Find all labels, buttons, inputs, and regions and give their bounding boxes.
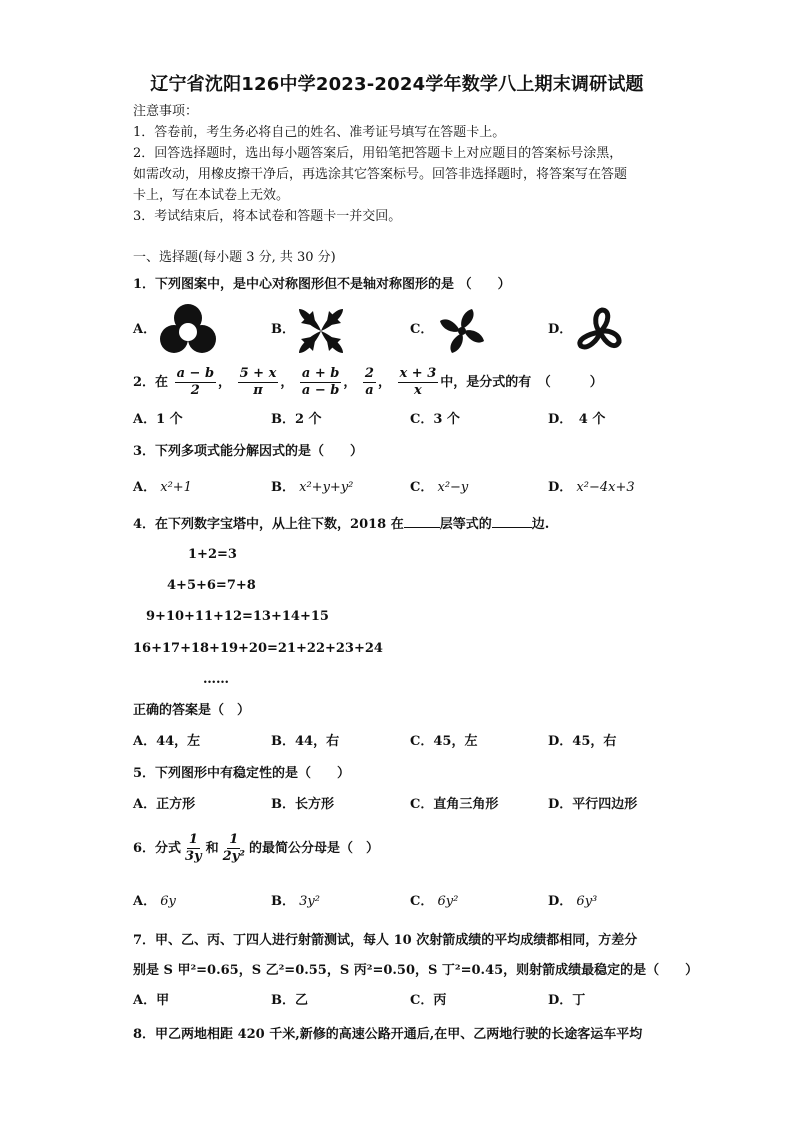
q2-frac-3: $\frac{a + b}{a - b}$ <box>301 366 340 398</box>
page-title: 辽宁省沈阳126中学2023-2024学年数学八上期末调研试题 <box>150 74 644 95</box>
q4-row-4: 16+17+18+19+20=21+22+23+24 <box>133 641 383 656</box>
q6-option-a: A． 6y <box>133 894 176 909</box>
q4-blank-2 <box>492 513 532 528</box>
note-line-5: 3．考试结束后，将本试卷和答题卡一并交回。 <box>133 209 402 224</box>
note-line-3: 如需改动，用橡皮擦干净后，再选涂其它答案标号。回答非选择题时，将答案写在答题 <box>133 167 628 182</box>
q2-frac-5: $\frac{x + 3}{x}$ <box>399 366 437 398</box>
q6-option-c: C． 6y² <box>410 894 459 909</box>
q4-option-b: B．44，右 <box>271 734 340 749</box>
q2-frac-1: $\frac{a - b}{2}$ <box>176 366 215 398</box>
q4-blank-1 <box>404 513 440 528</box>
q6-option-b: B． 3y² <box>271 894 320 909</box>
section-heading: 一、选择题(每小题 3 分, 共 30 分) <box>133 250 336 265</box>
q4-row-5: …… <box>203 672 229 687</box>
q2-frac-4: $\frac{2}{a}$ <box>364 366 374 398</box>
q3-option-a: A． x²+1 <box>133 480 192 495</box>
note-line-1: 1．答卷前，考生务必将自己的姓名、准考证号填写在答题卡上。 <box>133 125 506 140</box>
q1-option-a-label: A． <box>133 322 157 337</box>
q7-line-2: 别是 S 甲²=0.65，S 乙²=0.55，S 丙²=0.50，S 丁²=0.45，则射箭成绩最稳定的是（ ） <box>133 963 699 978</box>
notes-heading: 注意事项： <box>133 104 199 119</box>
q7-option-d: D．丁 <box>548 993 586 1008</box>
q3-option-d: D． x²−4x+3 <box>548 480 635 495</box>
q2-stem: 2．在 $\frac{a - b}{2}$ ， $\frac{5 + x}{\pi}$ ， $\frac{a + b}{a - b}$ ， $\frac{2}{a}$ ， $\frac{x + 3}{x}$ 中，是分式的有 （ ） <box>133 366 603 398</box>
q2-suffix: 中，是分式的有 （ ） <box>440 375 603 390</box>
q1-figure-c <box>436 305 488 357</box>
q1-figure-b <box>296 306 346 356</box>
q1-option-d-label: D． <box>548 322 573 337</box>
q4-row-2: 4+5+6=7+8 <box>167 578 256 593</box>
q2-frac-2: $\frac{5 + x}{\pi}$ <box>239 366 277 398</box>
q5-option-d: D．平行四边形 <box>548 797 638 812</box>
q7-option-c: C．丙 <box>410 993 447 1008</box>
q3-option-b: B． x²+y+y² <box>271 480 354 495</box>
q4-row-3: 9+10+11+12=13+14+15 <box>146 609 329 624</box>
q4-option-c: C．45，左 <box>410 734 478 749</box>
q1-option-b-label: B． <box>271 322 295 337</box>
q1-stem: 1．下列图案中，是中心对称图形但不是轴对称图形的是 （ ） <box>133 277 511 292</box>
q7-line-1: 7．甲、乙、丙、丁四人进行射箭测试，每人 10 次射箭成绩的平均成绩都相同，方差分 <box>133 933 638 948</box>
q4-answer-prompt: 正确的答案是（ ） <box>133 703 251 718</box>
q1-figure-d <box>573 303 627 357</box>
q2-prefix: 2．在 <box>133 375 169 390</box>
q6-stem: 6．分式 $\frac{1}{3y}$ 和 $\frac{1}{\text{2y²}}$ 的最简公分母是（ ） <box>133 832 379 864</box>
q4-row-1: 1+2=3 <box>188 547 237 562</box>
q1-option-c-label: C． <box>410 322 434 337</box>
q4-option-d: D．45，右 <box>548 734 617 749</box>
q5-option-a: A．正方形 <box>133 797 196 812</box>
q5-option-b: B．长方形 <box>271 797 334 812</box>
note-line-4: 卡上，写在本试卷上无效。 <box>133 188 290 203</box>
q7-option-b: B．乙 <box>271 993 308 1008</box>
q1-figure-a <box>160 303 216 357</box>
q7-option-a: A．甲 <box>133 993 170 1008</box>
q2-option-d: D． 4 个 <box>548 412 606 427</box>
note-line-2: 2．回答选择题时，选出每小题答案后，用铅笔把答题卡上对应题目的答案标号涂黑， <box>133 146 623 161</box>
q2-option-a: A．1 个 <box>133 412 183 427</box>
q5-option-c: C．直角三角形 <box>410 797 499 812</box>
q6-frac-2: $\frac{1}{\text{2y²}}$ <box>222 832 245 864</box>
q3-stem: 3．下列多项式能分解因式的是（ ） <box>133 444 364 459</box>
q6-frac-1: $\frac{1}{3y}$ <box>185 832 202 864</box>
q5-stem: 5．下列图形中有稳定性的是（ ） <box>133 766 351 781</box>
q8-line-1: 8．甲乙两地相距 420 千米,新修的高速公路开通后,在甲、乙两地行驶的长途客运车平均 <box>133 1027 643 1042</box>
q6-option-d: D． 6y³ <box>548 894 598 909</box>
q4-stem: 4．在下列数字宝塔中，从上往下数，2018 在 层等式的 边. <box>133 513 549 535</box>
q4-option-a: A．44，左 <box>133 734 201 749</box>
q3-option-c: C． x²−y <box>410 480 469 495</box>
q2-option-b: B．2 个 <box>271 412 322 427</box>
q2-option-c: C．3 个 <box>410 412 460 427</box>
